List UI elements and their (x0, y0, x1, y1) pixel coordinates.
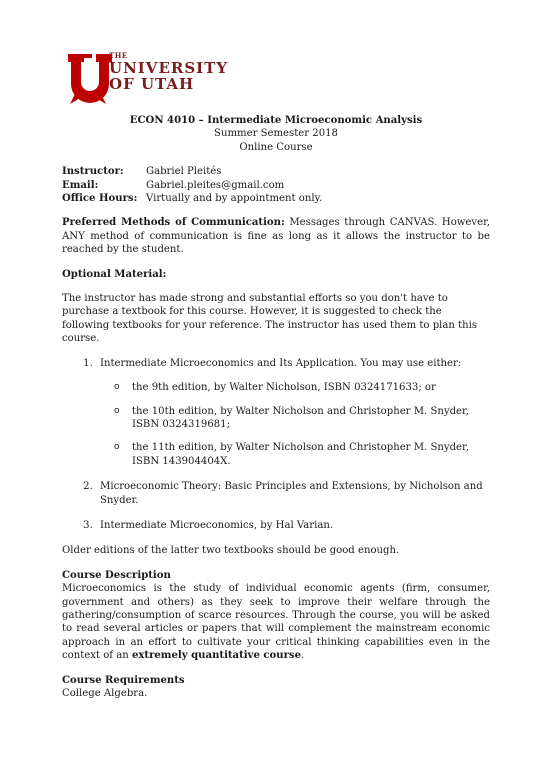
optional-material-heading: Optional Material: (62, 268, 167, 280)
logo-the: THE (109, 51, 128, 60)
email-value[interactable]: Gabriel.pleites@gmail.com (146, 179, 285, 191)
office-hours-value: Virtually and by appointment only. (146, 193, 323, 205)
course-description-heading: Course Description (62, 569, 171, 581)
list-item: o the 9th edition, by Walter Nicholson, ISBN 0324171633; or (114, 381, 490, 394)
older-editions-note: Older editions of the latter two textbooks should be good enough. (62, 545, 400, 557)
optional-intro: The instructor has made strong and substantial efforts so you don't have to purchase a textbook for this course. However, it is suggested to check the following textbooks for your reference. The instructor has used them to plan this course. (62, 293, 478, 345)
course-requirements-heading: Course Requirements (62, 674, 185, 686)
instructor-label: Instructor: (62, 166, 124, 178)
course-header (62, 114, 490, 154)
communication-paragraph (62, 216, 490, 256)
list-item: o the 10th edition, by Walter Nicholson and Christopher M. Snyder, ISBN 0324319681; (114, 405, 490, 432)
list-item (96, 357, 490, 468)
course-requirements-text: College Algebra. (62, 688, 148, 699)
textbook-3: Intermediate Microeconomics, by Hal Varian. (100, 519, 334, 531)
edition-list (100, 381, 490, 468)
textbook-1: Intermediate Microeconomics and Its Application. You may use either: (100, 357, 462, 369)
course-semester: Summer Semester 2018 (214, 128, 338, 140)
description-body: Microeconomics is the study of individual economic agents (firm, consumer, government and others) as they seek to improve their welfare through the gathering/consumption of scarce resources. Through the course, you will be asked to read several articles or papers that will complement the mainstream economic approach in an effort to cultivate your critical thinking capabilities even in the context of an (62, 583, 490, 662)
logo-university: UNIVERSITY (109, 59, 229, 77)
list-item: o the 11th edition, by Walter Nicholson and Christopher M. Snyder, ISBN 143904404X. (114, 441, 490, 468)
description-emphasis: extremely quantitative course (131, 650, 302, 662)
course-format: Online Course (239, 141, 313, 153)
list-item (96, 480, 490, 507)
logo-wordmark (109, 52, 228, 92)
instructor-row (62, 165, 490, 178)
description-end: . (301, 650, 305, 662)
course-description-text (62, 582, 490, 662)
list-item (96, 519, 490, 532)
course-title: ECON 4010 – Intermediate Microeconomic Analysis (129, 115, 423, 126)
instructor-info (62, 165, 490, 205)
email-row (62, 179, 490, 192)
office-hours-row (62, 192, 490, 205)
instructor-value: Gabriel Pleités (146, 166, 222, 178)
communication-text: Messages through CANVAS. However, ANY method of communication is fine as long as it allows the instructor to be reached by the student. (62, 217, 491, 256)
email-label: Email: (62, 179, 99, 191)
textbook-2: Microeconomic Theory: Basic Principles and Extensions, by Nicholson and Snyder. (100, 481, 483, 506)
document-body (62, 114, 490, 700)
communication-label: Preferred Methods of Communication: (62, 217, 285, 229)
textbook-list (62, 357, 490, 533)
logo-of-utah: OF UTAH (109, 75, 195, 93)
office-hours-label: Office Hours: (62, 193, 138, 205)
